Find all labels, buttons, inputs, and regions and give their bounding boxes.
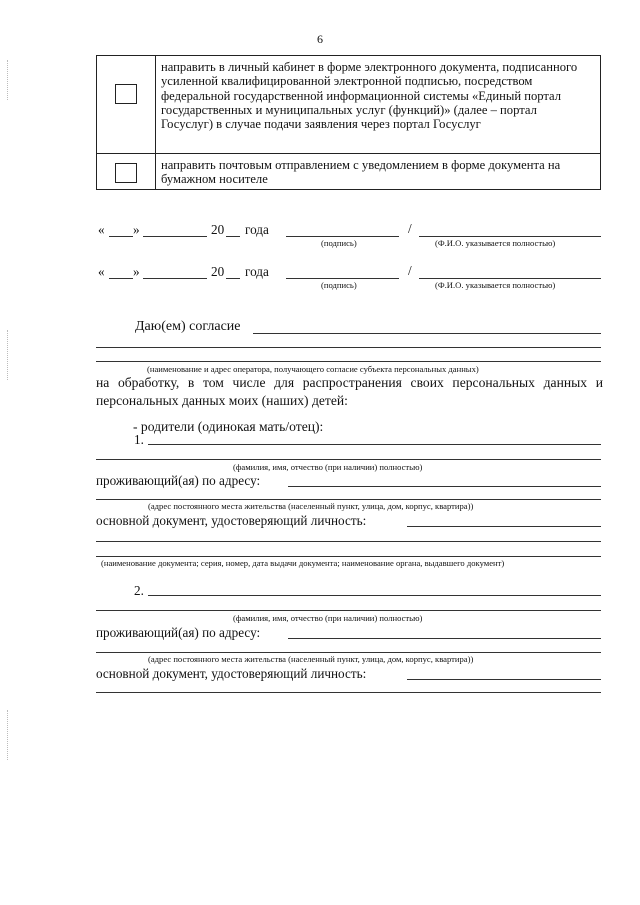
address-caption: (адрес постоянного места жительства (населенный пункт, улица, дом, корпус, квартира)) — [148, 654, 474, 664]
year-field[interactable] — [226, 278, 240, 279]
parents-label: - родители (одинокая мать/отец): — [133, 419, 324, 434]
date-close-quote: » — [133, 222, 140, 237]
operator-field-line-3[interactable] — [96, 361, 601, 362]
month-field[interactable] — [143, 278, 207, 279]
page-number: 6 — [317, 32, 323, 46]
document-field[interactable] — [407, 679, 601, 680]
fio-caption: (Ф.И.О. указывается полностью) — [435, 238, 556, 248]
option-postal-text: направить почтовым отправлением с уведомлением в форме документа на бумажном носителе — [161, 158, 561, 187]
document-field-line-2[interactable] — [96, 692, 601, 693]
option-postal-checkbox[interactable] — [115, 163, 137, 183]
date-close-quote: » — [133, 264, 140, 279]
year-field[interactable] — [226, 236, 240, 237]
table-row-divider — [96, 153, 601, 154]
operator-field[interactable] — [253, 333, 601, 334]
address-label: проживающий(ая) по адресу: — [96, 625, 261, 640]
year-prefix: 20 — [211, 264, 225, 279]
operator-caption: (наименование и адрес оператора, получающего согласие субъекта персональных данных) — [147, 364, 479, 374]
option-electronic-text: направить в личный кабинет в форме электронного документа, подписанного усиленной квалифицированной электронной подписью, посредством федеральной государственной информационной системы «Единый портал государственных и муниципальных услуг (функций)» (далее – портал Госуслуг) в случае подачи заявления через портал Госуслуг — [161, 60, 578, 132]
document-field-line-2[interactable] — [96, 541, 601, 542]
year-word: года — [245, 222, 269, 237]
year-prefix: 20 — [211, 222, 225, 237]
consent-purpose-text: на обработку, в том числе для распространения своих персональных данных и персональных данных моих (наших) детей: — [96, 375, 603, 408]
person-number: 2. — [134, 583, 144, 598]
day-field[interactable] — [109, 278, 133, 279]
scan-edge-mark — [7, 710, 9, 760]
slash: / — [408, 221, 412, 236]
document-caption: (наименование документа; серия, номер, дата выдачи документа; наименование органа, выдавшего документ) — [101, 558, 505, 568]
operator-field-line-2[interactable] — [96, 347, 601, 348]
document-field-line-3[interactable] — [96, 556, 601, 557]
year-word: года — [245, 264, 269, 279]
document-label: основной документ, удостоверяющий личность: — [96, 513, 367, 528]
table-column-divider — [155, 55, 156, 190]
fio-field[interactable] — [419, 236, 601, 237]
document-label: основной документ, удостоверяющий личность: — [96, 666, 367, 681]
fio-field[interactable] — [419, 278, 601, 279]
signature-field[interactable] — [286, 236, 399, 237]
person-number: 1. — [134, 432, 144, 447]
address-field[interactable] — [288, 638, 601, 639]
month-field[interactable] — [143, 236, 207, 237]
address-label: проживающий(ая) по адресу: — [96, 473, 261, 488]
address-caption: (адрес постоянного места жительства (населенный пункт, улица, дом, корпус, квартира)) — [148, 501, 474, 511]
scan-edge-mark — [7, 60, 9, 100]
scan-edge-mark — [7, 330, 9, 380]
document-field[interactable] — [407, 526, 601, 527]
address-field[interactable] — [288, 486, 601, 487]
day-field[interactable] — [109, 236, 133, 237]
person-name-field-line-2[interactable] — [96, 610, 601, 611]
date-open-quote: « — [98, 222, 105, 237]
signature-field[interactable] — [286, 278, 399, 279]
person-name-field[interactable] — [148, 595, 601, 596]
person-name-caption: (фамилия, имя, отчество (при наличии) полностью) — [233, 613, 423, 623]
address-field-line-2[interactable] — [96, 499, 601, 500]
date-open-quote: « — [98, 264, 105, 279]
person-name-field[interactable] — [148, 444, 601, 445]
consent-label: Даю(ем) согласие — [135, 319, 241, 334]
person-name-field-line-2[interactable] — [96, 459, 601, 460]
option-electronic-checkbox[interactable] — [115, 84, 137, 104]
signature-caption: (подпись) — [321, 238, 357, 248]
signature-caption: (подпись) — [321, 280, 357, 290]
slash: / — [408, 263, 412, 278]
address-field-line-2[interactable] — [96, 652, 601, 653]
person-name-caption: (фамилия, имя, отчество (при наличии) полностью) — [233, 462, 423, 472]
fio-caption: (Ф.И.О. указывается полностью) — [435, 280, 556, 290]
